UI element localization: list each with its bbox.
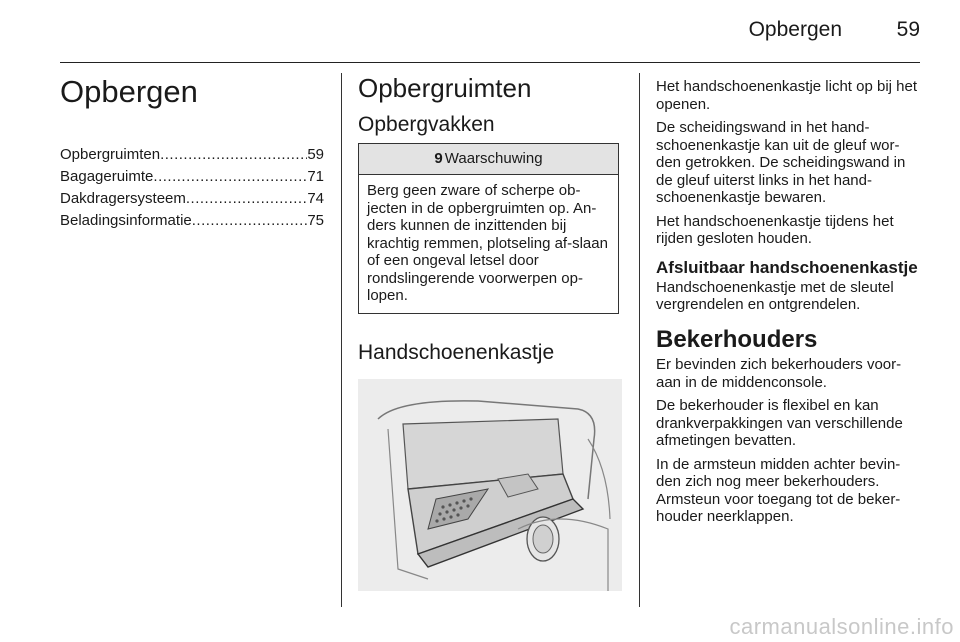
- subsection-title: Opbergvakken: [358, 112, 495, 136]
- paragraph: Er bevinden zich bekerhouders voor-aan in de middenconsole.: [656, 356, 902, 391]
- page-header: [60, 0, 920, 63]
- toc-leader: [186, 188, 307, 210]
- warning-box: [358, 143, 619, 314]
- toc-label: Beladingsinformatie: [60, 211, 192, 229]
- toc-leader: [160, 144, 307, 166]
- warning-icon: 9: [434, 150, 443, 168]
- toc-leader: [153, 166, 307, 188]
- paragraph: Het handschoenenkastje tijdens het rijden gesloten houden.: [656, 212, 894, 247]
- subsection-title-glovebox: Handschoenenkastje: [358, 340, 555, 364]
- watermark: carmanualsonline.info: [729, 614, 954, 639]
- page-number: 59: [896, 18, 920, 41]
- paragraph: In de armsteun midden achter bevin-den zich nog meer bekerhouders. Armsteun voor toegang tot de beker-houder neerklappen.: [656, 455, 901, 526]
- toc-leader: [192, 210, 308, 232]
- paragraph: De bekerhouder is flexibel en kan drankverpakkingen van verschillende afmetingen bevatten.: [656, 397, 903, 450]
- column-right: [656, 78, 922, 532]
- column-main: [358, 74, 622, 591]
- section-title: Opbergruimten: [358, 73, 532, 103]
- column-divider-right: [639, 73, 640, 607]
- warning-heading: Waarschuwing: [444, 150, 543, 168]
- toc-label: Dakdragersysteem: [60, 189, 186, 207]
- warning-header: [359, 144, 618, 175]
- toc-page: 75: [307, 211, 324, 229]
- toc-entry[interactable]: [60, 144, 324, 166]
- header-title: Opbergen: [748, 18, 842, 41]
- toc-label: Bagageruimte: [60, 167, 154, 185]
- toc-page: 74: [307, 189, 324, 207]
- toc-page: 71: [307, 167, 324, 185]
- toc-entry[interactable]: [60, 210, 324, 232]
- cupholders-title: Bekerhouders: [656, 325, 818, 353]
- paragraph: Het handschoenenkastje licht op bij het openen.: [656, 78, 918, 113]
- lockable-glovebox-heading: Afsluitbaar handschoenenkastje: [656, 257, 918, 277]
- paragraph: De scheidingswand in het hand-schoenenkastje kan uit de gleuf wor-den getrokken. De scheidingswand in de gleuf uiterst links in het hand-schoenenkastje bewaren.: [656, 119, 906, 206]
- glovebox-drawing: [358, 379, 622, 591]
- toc-label: Opbergruimten: [60, 145, 161, 163]
- warning-text: Berg geen zware of scherpe ob-jecten in de opbergruimten op. An-ders kunnen de inzittenden bij krachtig remmen, plotseling af-slaan of een ongeval letsel door rondslingerende voorwerpen op-lopen.: [367, 182, 608, 305]
- glovebox-illustration: [358, 379, 622, 591]
- toc-entry[interactable]: [60, 188, 324, 210]
- toc-page: 59: [307, 145, 324, 163]
- toc-entry[interactable]: [60, 166, 324, 188]
- chapter-title: Opbergen: [60, 74, 198, 109]
- paragraph: Handschoenenkastje met de sleutel vergrendelen en ontgrendelen.: [656, 278, 894, 313]
- column-divider-left: [341, 73, 342, 607]
- column-toc: [60, 74, 324, 232]
